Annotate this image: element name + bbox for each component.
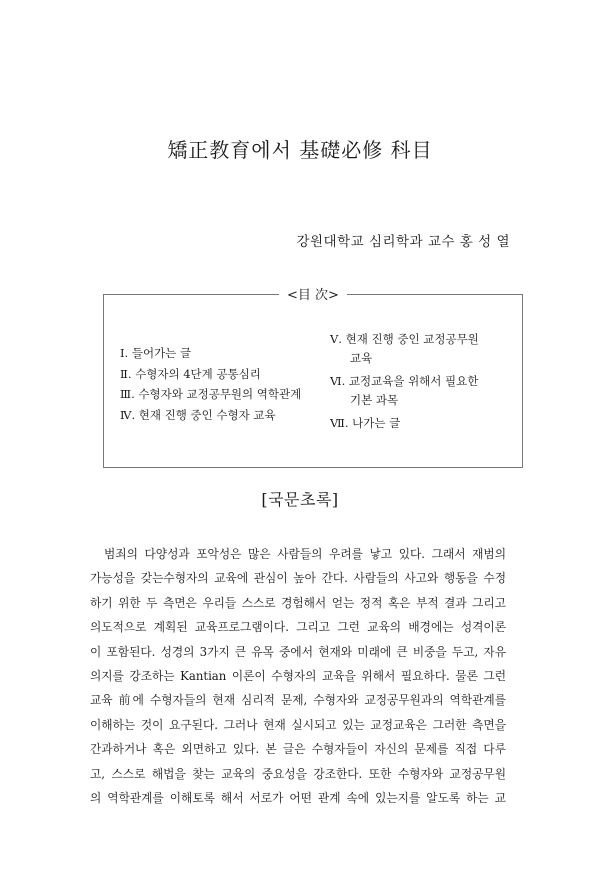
author-line: 강원대학교 심리학과 교수 홍 성 열 (296, 234, 510, 250)
toc-item: Ⅰ. 들어가는 글 (120, 346, 192, 360)
abstract-line: 고, 스스로 해법을 찾는 교육의 중요성을 강조한다. 또한 수형자와 교정공무원 (90, 766, 506, 781)
abstract-line: 이 포함된다. 성경의 3가지 큰 유목 중에서 현재와 미래에 큰 비중을 두고, 자유 (90, 644, 506, 659)
toc-item: Ⅶ. 나가는 글 (330, 416, 401, 430)
abstract-line: 이해하는 것이 요구된다. 그러나 현재 실시되고 있는 교정교육은 그러한 측면을 (90, 717, 506, 732)
abstract-line: 의 역학관계를 이해토록 해서 서로가 어떤 관계 속에 있는지를 알도록 하는 교 (90, 791, 506, 806)
toc-item: Ⅴ. 현재 진행 중인 교정공무원 (330, 332, 479, 346)
abstract-line: 의지를 강조하는 Kantian 이론이 수형자의 교육을 위해서 필요하다. 물론 그런 (90, 669, 506, 684)
toc-item: Ⅳ. 현재 진행 중인 수형자 교육 (120, 407, 276, 422)
toc-item: Ⅲ. 수형자와 교정공무원의 역학관계 (120, 387, 302, 401)
abstract-line: 가능성을 갖는수형자의 교육에 관심이 높아 간다. 사람들의 사고와 행동을 수정 (90, 571, 506, 586)
abstract-line: 교육 前에 수형자들의 현재 심리적 문제, 수형자와 교정공무원과의 역학관계를 (90, 693, 506, 708)
toc-left-column (120, 343, 301, 425)
toc-item-continuation: 기본 과목 (350, 393, 399, 407)
toc-item: Ⅵ. 교정교육을 위해서 필요한 (330, 374, 479, 388)
toc-heading-text: <目 次> (279, 288, 347, 303)
abstract-line: 의도적으로 계획된 교육프로그램이다. 그리고 그런 교육의 배경에는 성격이론 (90, 620, 506, 635)
toc-right-column (330, 330, 479, 433)
abstract-heading: [국문초록] (261, 490, 339, 509)
abstract-line: 간과하거나 혹은 외면하고 있다. 본 글은 수형자들이 자신의 문제를 직접 다루 (90, 742, 506, 757)
abstract-line: 범죄의 다양성과 포악성은 많은 사람들의 우려를 낳고 있다. 그래서 재범의 (104, 547, 506, 561)
toc-heading (0, 284, 600, 303)
abstract-body (90, 542, 506, 810)
paper-title: 矯正教育에서 基礎必修 科目 (167, 138, 433, 162)
abstract-line: 하기 위한 두 측면은 우리들 스스로 경험해서 얻는 정적 혹은 부적 결과 그리고 (90, 595, 506, 610)
toc-item-continuation: 교육 (350, 351, 373, 365)
toc-item: Ⅱ. 수형자의 4단계 공통심리 (120, 366, 261, 381)
